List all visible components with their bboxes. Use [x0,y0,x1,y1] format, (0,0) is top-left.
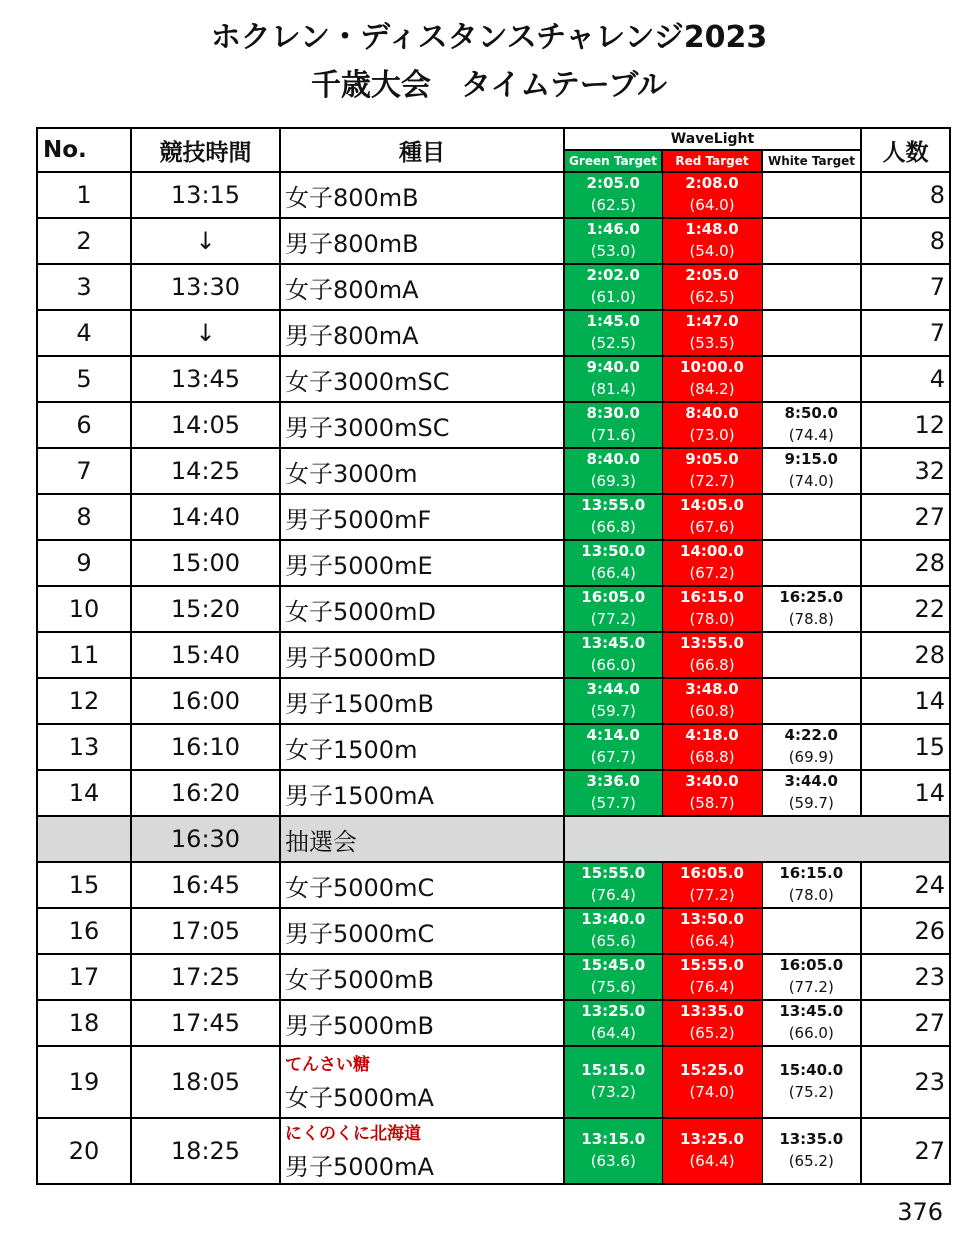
red-target-cell [662,908,762,954]
row-no: 18 [37,1000,131,1046]
red-target-pace: (74.0) [689,1083,735,1101]
table-row [37,770,950,816]
table-row [37,172,950,218]
row-count: 22 [861,586,950,632]
table-row [37,632,950,678]
green-target-cell [564,1046,662,1118]
green-target-pace: (65.6) [590,932,636,950]
green-target-time: 4:14.0 [586,726,640,744]
red-target-pace: (84.2) [689,380,735,398]
green-target-pace: (81.4) [590,380,636,398]
header-time: 競技時間 [131,128,280,172]
white-target-cell [762,954,861,1000]
white-target-pace: (74.4) [788,426,834,444]
green-target-pace: (73.2) [590,1083,636,1101]
white-target-cell [762,908,861,954]
event-name: 女子1500m [285,735,418,764]
red-target-pace: (68.8) [689,748,735,766]
white-target-cell [762,356,861,402]
green-target-time: 13:15.0 [581,1130,646,1148]
event-name: 男子5000mA [285,1152,434,1181]
green-target-pace: (62.5) [590,196,636,214]
red-target-time: 1:47.0 [685,312,739,330]
green-target-time: 13:25.0 [581,1002,646,1020]
row-event [280,1046,564,1118]
green-target-pace: (66.8) [590,518,636,536]
red-target-cell [662,1000,762,1046]
event-name: 男子5000mE [285,551,433,580]
white-target-cell [762,586,861,632]
green-target-time: 15:45.0 [581,956,646,974]
green-target-pace: (61.0) [590,288,636,306]
row-count: 28 [861,632,950,678]
row-no: 16 [37,908,131,954]
green-target-pace: (75.6) [590,978,636,996]
green-target-time: 16:05.0 [581,588,646,606]
red-target-pace: (64.0) [689,196,735,214]
green-target-pace: (52.5) [590,334,636,352]
event-name: 男子800mB [285,229,419,258]
row-event [280,540,564,586]
green-target-time: 13:50.0 [581,542,646,560]
row-time: 16:20 [131,770,280,816]
event-name: 男子1500mA [285,781,434,810]
event-name: 女子5000mB [285,965,434,994]
green-target-pace: (59.7) [590,702,636,720]
row-time: 17:25 [131,954,280,1000]
row-time: 14:05 [131,402,280,448]
green-target-cell [564,954,662,1000]
event-name: 女子5000mD [285,597,436,626]
row-event [280,264,564,310]
red-target-cell [662,494,762,540]
green-target-time: 13:55.0 [581,496,646,514]
red-target-cell [662,356,762,402]
row-no: 9 [37,540,131,586]
green-target-pace: (57.7) [590,794,636,812]
green-target-pace: (76.4) [590,886,636,904]
red-target-pace: (60.8) [689,702,735,720]
row-count: 23 [861,954,950,1000]
page-title: ホクレン・ディスタンスチャレンジ2023 [210,20,768,55]
red-target-cell [662,218,762,264]
header-wavelight: WaveLight [564,128,861,150]
event-name: 女子800mA [285,275,419,304]
green-target-cell [564,356,662,402]
green-target-time: 1:45.0 [586,312,640,330]
white-target-time: 15:40.0 [779,1061,844,1079]
row-count: 14 [861,678,950,724]
white-target-cell [762,632,861,678]
row-no: 11 [37,632,131,678]
table-row [37,540,950,586]
header-event: 種目 [280,128,564,172]
row-no: 10 [37,586,131,632]
red-target-cell [662,954,762,1000]
table-row [37,310,950,356]
table-row [37,1046,950,1118]
row-time: ↓ [131,218,280,264]
event-name: 女子5000mC [285,873,435,902]
row-no: 19 [37,1046,131,1118]
green-target-pace: (77.2) [590,610,636,628]
red-target-time: 2:08.0 [685,174,739,192]
row-count: 27 [861,1000,950,1046]
page-number: 376 [897,1198,943,1226]
red-target-time: 3:40.0 [685,772,739,790]
green-target-cell [564,908,662,954]
row-blank [564,816,950,862]
red-target-cell [662,1046,762,1118]
red-target-cell [662,632,762,678]
red-target-cell [662,770,762,816]
green-target-pace: (66.4) [590,564,636,582]
white-target-time: 16:05.0 [779,956,844,974]
row-time: 15:20 [131,586,280,632]
green-target-time: 15:15.0 [581,1061,646,1079]
green-target-time: 13:40.0 [581,910,646,928]
event-name: 女子5000mA [285,1083,434,1112]
white-target-pace: (75.2) [788,1083,834,1101]
row-count: 12 [861,402,950,448]
row-no: 20 [37,1118,131,1184]
green-target-cell [564,494,662,540]
green-target-cell [564,448,662,494]
row-event [280,586,564,632]
green-target-time: 1:46.0 [586,220,640,238]
row-time: 16:30 [131,816,280,862]
row-time: 14:40 [131,494,280,540]
row-no: 13 [37,724,131,770]
green-target-cell [564,632,662,678]
red-target-pace: (62.5) [689,288,735,306]
red-target-pace: (66.8) [689,656,735,674]
white-target-pace: (65.2) [788,1152,834,1170]
sponsor-label: てんさい糖 [285,1054,370,1075]
table-row [37,908,950,954]
red-target-time: 2:05.0 [685,266,739,284]
white-target-cell [762,770,861,816]
green-target-cell [564,310,662,356]
row-no: 14 [37,770,131,816]
green-target-pace: (63.6) [590,1152,636,1170]
red-target-cell [662,724,762,770]
white-target-pace: (59.7) [788,794,834,812]
white-target-cell [762,1046,861,1118]
green-target-pace: (71.6) [590,426,636,444]
row-time: 17:45 [131,1000,280,1046]
row-event [280,448,564,494]
row-event [280,402,564,448]
green-target-time: 13:45.0 [581,634,646,652]
white-target-time: 4:22.0 [784,726,838,744]
green-target-pace: (64.4) [590,1024,636,1042]
white-target-cell [762,724,861,770]
white-target-pace: (74.0) [788,472,834,490]
row-event: 抽選会 [280,816,564,862]
table-row [37,724,950,770]
white-target-time: 8:50.0 [784,404,838,422]
white-target-time: 13:35.0 [779,1130,844,1148]
row-time: 13:45 [131,356,280,402]
table-row [37,494,950,540]
green-target-pace: (53.0) [590,242,636,260]
red-target-cell [662,402,762,448]
row-event [280,494,564,540]
event-name: 男子800mA [285,321,419,350]
green-target-cell [564,172,662,218]
red-target-pace: (53.5) [689,334,735,352]
row-time: 13:15 [131,172,280,218]
red-target-time: 13:55.0 [680,634,744,652]
row-time: ↓ [131,310,280,356]
red-target-pace: (67.2) [689,564,735,582]
header-no: No. [37,128,131,172]
row-no: 8 [37,494,131,540]
white-target-time: 9:15.0 [784,450,838,468]
red-target-time: 13:25.0 [680,1130,744,1148]
red-target-cell [662,264,762,310]
table-row [37,264,950,310]
event-name: 男子5000mF [285,505,432,534]
red-target-time: 14:05.0 [680,496,744,514]
row-count: 15 [861,724,950,770]
table-row [37,1000,950,1046]
white-target-time: 3:44.0 [784,772,838,790]
table-row [37,586,950,632]
row-time: 16:45 [131,862,280,908]
red-target-pace: (64.4) [689,1152,735,1170]
red-target-time: 13:50.0 [680,910,744,928]
green-target-cell [564,724,662,770]
red-target-cell [662,862,762,908]
red-target-time: 4:18.0 [685,726,739,744]
row-event [280,678,564,724]
lottery-row [37,816,950,862]
red-target-time: 1:48.0 [685,220,739,238]
white-target-cell [762,402,861,448]
row-event [280,954,564,1000]
green-target-cell [564,402,662,448]
red-target-time: 9:05.0 [685,450,739,468]
header-white-target: White Target [762,150,861,172]
white-target-cell [762,310,861,356]
white-target-cell [762,264,861,310]
green-target-time: 3:44.0 [586,680,640,698]
white-target-pace: (78.0) [788,886,834,904]
red-target-cell [662,172,762,218]
red-target-time: 13:35.0 [680,1002,744,1020]
row-count: 4 [861,356,950,402]
row-count: 8 [861,172,950,218]
green-target-cell [564,1000,662,1046]
green-target-time: 3:36.0 [586,772,640,790]
row-event [280,724,564,770]
green-target-cell [564,264,662,310]
row-no: 17 [37,954,131,1000]
row-no: 2 [37,218,131,264]
row-event [280,172,564,218]
table-row [37,1118,950,1184]
white-target-cell [762,1118,861,1184]
green-target-cell [564,218,662,264]
table-row [37,678,950,724]
row-time: 18:25 [131,1118,280,1184]
row-time: 16:00 [131,678,280,724]
white-target-cell [762,218,861,264]
row-count: 7 [861,264,950,310]
row-count: 14 [861,770,950,816]
green-target-pace: (69.3) [590,472,636,490]
event-name: 女子3000mSC [285,367,450,396]
red-target-pace: (72.7) [689,472,735,490]
green-target-time: 8:30.0 [586,404,640,422]
row-no: 1 [37,172,131,218]
green-target-cell [564,862,662,908]
red-target-time: 16:15.0 [680,588,744,606]
row-no: 5 [37,356,131,402]
white-target-time: 13:45.0 [779,1002,844,1020]
table-row [37,356,950,402]
red-target-cell [662,678,762,724]
green-target-time: 8:40.0 [586,450,640,468]
red-target-cell [662,1118,762,1184]
sponsor-label: にくのくに北海道 [285,1123,421,1144]
white-target-cell [762,540,861,586]
row-event [280,1118,564,1184]
event-name: 男子5000mC [285,919,435,948]
row-no: 3 [37,264,131,310]
row-time: 13:30 [131,264,280,310]
white-target-cell [762,494,861,540]
green-target-time: 2:05.0 [586,174,640,192]
event-name: 男子3000mSC [285,413,450,442]
row-time: 18:05 [131,1046,280,1118]
row-count: 27 [861,494,950,540]
row-count: 32 [861,448,950,494]
table-row [37,954,950,1000]
row-event [280,1000,564,1046]
timetable [36,127,951,1185]
red-target-time: 16:05.0 [680,864,744,882]
green-target-cell [564,540,662,586]
row-event [280,356,564,402]
row-count: 28 [861,540,950,586]
green-target-cell [564,586,662,632]
green-target-pace: (66.0) [590,656,636,674]
white-target-time: 16:15.0 [779,864,844,882]
green-target-pace: (67.7) [590,748,636,766]
table-row [37,862,950,908]
row-count: 24 [861,862,950,908]
row-time: 15:40 [131,632,280,678]
red-target-pace: (77.2) [689,886,735,904]
red-target-time: 15:25.0 [680,1061,744,1079]
green-target-time: 15:55.0 [581,864,646,882]
row-count: 8 [861,218,950,264]
red-target-time: 3:48.0 [685,680,739,698]
row-event [280,310,564,356]
row-no [37,816,131,862]
red-target-pace: (58.7) [689,794,735,812]
table-row [37,448,950,494]
red-target-cell [662,310,762,356]
white-target-cell [762,448,861,494]
event-name: 男子5000mB [285,1011,434,1040]
event-name: 男子5000mD [285,643,436,672]
white-target-cell [762,172,861,218]
red-target-cell [662,448,762,494]
red-target-pace: (73.0) [689,426,735,444]
row-no: 15 [37,862,131,908]
row-time: 15:00 [131,540,280,586]
red-target-pace: (78.0) [689,610,735,628]
page-subtitle: 千歳大会 タイムテーブル [310,68,668,103]
white-target-time: 16:25.0 [779,588,844,606]
table-row [37,218,950,264]
red-target-pace: (67.6) [689,518,735,536]
red-target-pace: (65.2) [689,1024,735,1042]
row-event [280,770,564,816]
event-name: 女子3000m [285,459,418,488]
row-event [280,632,564,678]
red-target-cell [662,586,762,632]
white-target-cell [762,1000,861,1046]
row-time: 17:05 [131,908,280,954]
row-time: 16:10 [131,724,280,770]
green-target-time: 9:40.0 [586,358,640,376]
white-target-pace: (69.9) [788,748,834,766]
row-event [280,862,564,908]
row-time: 14:25 [131,448,280,494]
row-count: 7 [861,310,950,356]
red-target-pace: (66.4) [689,932,735,950]
red-target-pace: (54.0) [689,242,735,260]
row-count: 27 [861,1118,950,1184]
green-target-cell [564,678,662,724]
green-target-time: 2:02.0 [586,266,640,284]
white-target-cell [762,862,861,908]
row-no: 4 [37,310,131,356]
event-name: 女子800mB [285,183,419,212]
red-target-cell [662,540,762,586]
header-green-target: Green Target [564,150,662,172]
green-target-cell [564,770,662,816]
event-name: 男子1500mB [285,689,434,718]
row-no: 7 [37,448,131,494]
row-no: 12 [37,678,131,724]
red-target-time: 15:55.0 [680,956,744,974]
header-count: 人数 [861,128,950,172]
red-target-pace: (76.4) [689,978,735,996]
row-event [280,908,564,954]
white-target-pace: (66.0) [788,1024,834,1042]
white-target-pace: (77.2) [788,978,834,996]
red-target-time: 14:00.0 [680,542,744,560]
red-target-time: 8:40.0 [685,404,739,422]
row-no: 6 [37,402,131,448]
red-target-time: 10:00.0 [680,358,744,376]
row-count: 26 [861,908,950,954]
header-red-target: Red Target [662,150,762,172]
table-row [37,402,950,448]
row-event [280,218,564,264]
green-target-cell [564,1118,662,1184]
row-count: 23 [861,1046,950,1118]
white-target-cell [762,678,861,724]
white-target-pace: (78.8) [788,610,834,628]
